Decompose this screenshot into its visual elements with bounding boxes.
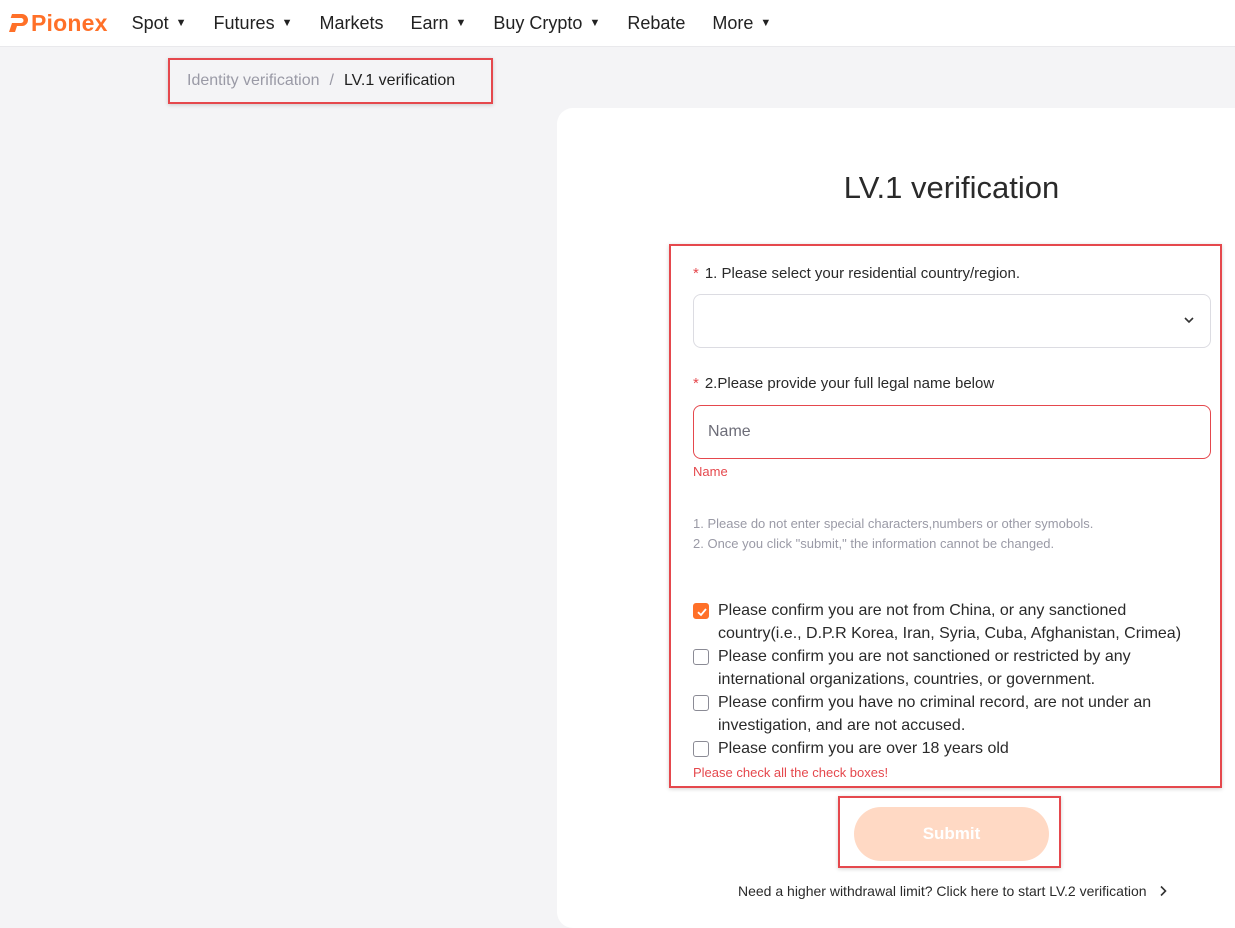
confirm-check-1-label: Please confirm you are not from China, or any sanctioned country(i.e., D.P.R Korea, Iran, Syria, Cuba, Afghanistan, Crimea) bbox=[718, 602, 1182, 642]
confirm-check-2 bbox=[693, 648, 1193, 691]
checkbox[interactable] bbox=[693, 741, 709, 757]
breadcrumb-current: LV.1 verification bbox=[343, 72, 456, 89]
nav-spot[interactable] bbox=[132, 13, 187, 34]
name-question bbox=[693, 375, 994, 392]
nav-markets[interactable] bbox=[319, 13, 383, 34]
nav-rebate[interactable] bbox=[627, 13, 685, 34]
nav-more-label: More bbox=[712, 12, 754, 33]
chevron-down-icon bbox=[1182, 313, 1196, 327]
country-select[interactable] bbox=[693, 294, 1211, 348]
nav-futures-label: Futures bbox=[213, 12, 275, 33]
checkbox[interactable] bbox=[693, 649, 709, 665]
required-mark: * bbox=[693, 375, 699, 392]
note-1: 1. Please do not enter special characters,numbers or other symobols. bbox=[693, 516, 1094, 531]
caret-down-icon: ▼ bbox=[589, 17, 601, 29]
submit-button[interactable]: Submit bbox=[854, 807, 1049, 861]
submit-area bbox=[838, 796, 1061, 868]
lv2-verification-link[interactable] bbox=[738, 883, 1168, 899]
required-mark: * bbox=[693, 265, 699, 282]
caret-down-icon: ▼ bbox=[175, 17, 187, 29]
breadcrumb bbox=[168, 58, 493, 104]
lv2-link-text: Need a higher withdrawal limit? Click here to start LV.2 verification bbox=[738, 883, 1147, 899]
confirm-check-3-label: Please confirm you have no criminal record, are not under an investigation, and are not accused. bbox=[718, 694, 1152, 734]
nav-more[interactable] bbox=[712, 13, 771, 34]
check-icon bbox=[696, 606, 708, 618]
caret-down-icon: ▼ bbox=[281, 17, 293, 29]
checkbox-checked[interactable] bbox=[693, 603, 709, 619]
confirm-check-4 bbox=[693, 740, 1193, 760]
country-question bbox=[693, 265, 1020, 282]
nav-spot-label: Spot bbox=[131, 12, 169, 33]
confirm-check-3 bbox=[693, 694, 1193, 737]
top-nav bbox=[0, 0, 1235, 47]
caret-down-icon: ▼ bbox=[760, 17, 772, 29]
page-title: LV.1 verification bbox=[843, 170, 1060, 205]
nav-rebate-label: Rebate bbox=[627, 12, 686, 33]
logo-text: Pionex bbox=[31, 9, 108, 36]
nav-buy-crypto-label: Buy Crypto bbox=[493, 12, 583, 33]
chevron-right-icon bbox=[1159, 885, 1168, 897]
confirm-check-4-label: Please confirm you are over 18 years old bbox=[718, 740, 1009, 757]
note-2: 2. Once you click "submit," the information cannot be changed. bbox=[693, 536, 1055, 551]
nav-earn-label: Earn bbox=[410, 12, 449, 33]
caret-down-icon: ▼ bbox=[455, 17, 467, 29]
nav-buy-crypto[interactable] bbox=[493, 13, 600, 34]
confirm-check-1 bbox=[693, 602, 1193, 645]
checkbox[interactable] bbox=[693, 695, 709, 711]
name-input[interactable] bbox=[693, 405, 1211, 459]
confirm-check-2-label: Please confirm you are not sanctioned or restricted by any international organizations, countries, or government. bbox=[718, 648, 1131, 688]
pionex-logo[interactable] bbox=[8, 10, 108, 37]
nav-markets-label: Markets bbox=[319, 12, 384, 33]
verification-form bbox=[669, 244, 1222, 788]
nav-futures[interactable] bbox=[214, 13, 293, 34]
pionex-logo-icon bbox=[8, 14, 28, 32]
checkbox-error: Please check all the check boxes! bbox=[693, 765, 889, 780]
breadcrumb-separator: / bbox=[329, 72, 334, 89]
breadcrumb-identity-verification[interactable]: Identity verification bbox=[187, 72, 320, 89]
nav-earn[interactable] bbox=[410, 13, 466, 34]
name-error: Name bbox=[693, 464, 728, 479]
name-question-label: 2.Please provide your full legal name below bbox=[704, 375, 995, 392]
country-question-label: 1. Please select your residential country/region. bbox=[704, 265, 1021, 282]
